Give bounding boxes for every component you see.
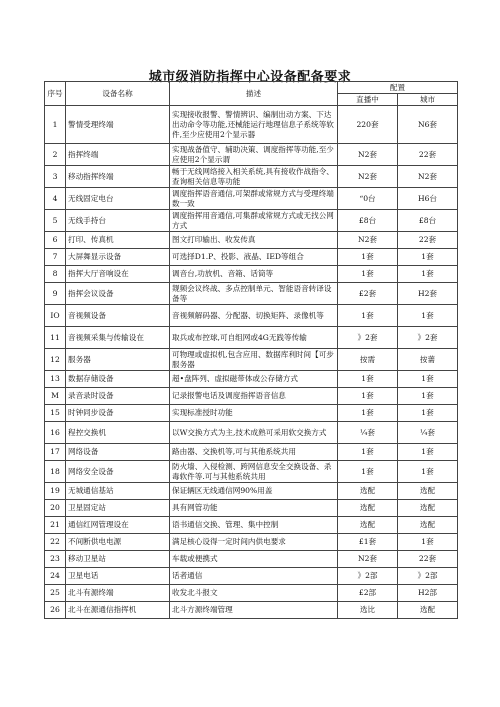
row-number: 24 (45, 568, 66, 585)
row-number: 9 (45, 283, 66, 305)
equipment-description: 调度指挥语音通信,可架群或常规方式与受理终端数一致 (170, 188, 338, 210)
table-row (45, 405, 458, 422)
equipment-description: 话者通信 (170, 568, 338, 585)
equipment-name: 通信红网管理设在 (66, 517, 170, 534)
table-row (45, 266, 458, 283)
table-row (45, 283, 458, 305)
config-city: H2部 (398, 585, 458, 602)
equipment-name: 无线手持台 (66, 210, 170, 232)
equipment-name: 程控交换机 (66, 422, 170, 444)
equipment-name: 不间断供电电源 (66, 534, 170, 551)
config-direct: £2部 (338, 585, 398, 602)
table-row (45, 534, 458, 551)
equipment-description: 畅于无线网络接入相关系统,具有接收作战指令、查询相关信息等功能 (170, 166, 338, 188)
equipment-description: 调音台,功放机、音箱、话筒等 (170, 266, 338, 283)
equipment-name: 音视频设备 (66, 305, 170, 327)
equipment-name: 无城通信基站 (66, 483, 170, 500)
row-number: 11 (45, 327, 66, 349)
equipment-name: 指挥终端 (66, 144, 170, 166)
equipment-description: 保证辆区无线通信网90%用盖 (170, 483, 338, 500)
row-number: 8 (45, 266, 66, 283)
config-city: 选配 (398, 602, 458, 619)
config-direct: N2套 (338, 144, 398, 166)
equipment-description: 收发北斗报文 (170, 585, 338, 602)
config-city: 22套 (398, 144, 458, 166)
config-direct: 按需 (338, 349, 398, 371)
config-city: 1套 (398, 305, 458, 327)
equipment-description: 北斗方源终端管理 (170, 602, 338, 619)
equipment-description: 防火墙、入侵检测、跨网信息安全交换设备、杀毒软件等.可与其他系统共用 (170, 461, 338, 483)
equipment-description: 语书通信交换、管理、集中控制 (170, 517, 338, 534)
equipment-description: 取兵或布控球,可自组网或4G无践等传输 (170, 327, 338, 349)
config-city: ¼套 (398, 422, 458, 444)
config-city: 按薷 (398, 349, 458, 371)
config-direct: 1套 (338, 388, 398, 405)
row-number: 26 (45, 602, 66, 619)
table-row (45, 232, 458, 249)
config-direct: 1套 (338, 444, 398, 461)
equipment-name: 录音录时设备 (66, 388, 170, 405)
config-city: 1套 (398, 249, 458, 266)
row-number: 15 (45, 405, 66, 422)
config-city: H2套 (398, 283, 458, 305)
equipment-name: 北斗有源终端 (66, 585, 170, 602)
config-city: £8台 (398, 210, 458, 232)
equipment-name: 无线固定电台 (66, 188, 170, 210)
row-number: 22 (45, 534, 66, 551)
row-number: 21 (45, 517, 66, 534)
table-row (45, 210, 458, 232)
page-title: 城市级消防指挥中心设备配备要求 (148, 70, 352, 85)
config-direct: “0台 (338, 188, 398, 210)
config-city: 1套 (398, 405, 458, 422)
header-config: 配置 (338, 82, 458, 94)
equipment-description: 车载或便携式 (170, 551, 338, 568)
row-number: 5 (45, 210, 66, 232)
row-number: 2 (45, 144, 66, 166)
header-desc: 描述 (170, 82, 338, 106)
table-row (45, 551, 458, 568)
row-number: 25 (45, 585, 66, 602)
config-city: 22套 (398, 551, 458, 568)
equipment-description: 具有网管功能 (170, 500, 338, 517)
equipment-description: 觌频会议终战、多点控制单元、智能语音转译设备等 (170, 283, 338, 305)
row-number: 23 (45, 551, 66, 568)
equipment-description: 可选择D1.P、投影、液晶、IED等组合 (170, 249, 338, 266)
row-number: 6 (45, 232, 66, 249)
equipment-name: 移动指挥终端 (66, 166, 170, 188)
config-direct: ¼套 (338, 422, 398, 444)
config-city: H6台 (398, 188, 458, 210)
equipment-name: 服务器 (66, 349, 170, 371)
table-row (45, 422, 458, 444)
equipment-name: 卫星电话 (66, 568, 170, 585)
table-row (45, 166, 458, 188)
header-seq: 序号 (45, 82, 66, 106)
config-direct: N2套 (338, 166, 398, 188)
table-row (45, 371, 458, 388)
row-number: 20 (45, 500, 66, 517)
config-city: 1套 (398, 388, 458, 405)
equipment-description: 满足核心设得一定时间内供电要求 (170, 534, 338, 551)
header-direct: 直播中 (338, 94, 398, 106)
config-city: 选配 (398, 500, 458, 517)
table-row (45, 349, 458, 371)
config-direct: 选配 (338, 500, 398, 517)
equipment-table (44, 81, 458, 619)
table-row (45, 602, 458, 619)
equipment-name: 数据存储设备 (66, 371, 170, 388)
config-direct: 》2套 (338, 327, 398, 349)
equipment-description: 实现战备值守、辅助决策、调度指挥等功能,至少应使用2个显示谓 (170, 144, 338, 166)
table-row (45, 517, 458, 534)
table-row (45, 585, 458, 602)
equipment-name: 指挥会议设备 (66, 283, 170, 305)
equipment-name: 打印、传真机 (66, 232, 170, 249)
equipment-description: 超•盘阵列、虚拟磁带体或公存储方式 (170, 371, 338, 388)
config-city: 选配 (398, 517, 458, 534)
row-number: 7 (45, 249, 66, 266)
row-number: 12 (45, 349, 66, 371)
table-row (45, 305, 458, 327)
row-number: 13 (45, 371, 66, 388)
row-number: 16 (45, 422, 66, 444)
equipment-name: 大屏舞显示设备 (66, 249, 170, 266)
table-row (45, 144, 458, 166)
equipment-name: 北斗在源通信指挥机 (66, 602, 170, 619)
config-direct: 选配 (338, 483, 398, 500)
equipment-name: 网络设备 (66, 444, 170, 461)
config-city: 1套 (398, 534, 458, 551)
config-city: 1套 (398, 266, 458, 283)
config-city: N2套 (398, 166, 458, 188)
row-number: 4 (45, 188, 66, 210)
table-row (45, 444, 458, 461)
row-number: 3 (45, 166, 66, 188)
table-row (45, 568, 458, 585)
equipment-name: 指挥大厅音响设在 (66, 266, 170, 283)
row-number: M (45, 388, 66, 405)
equipment-name: 警情受理终端 (66, 106, 170, 144)
config-direct: 1套 (338, 266, 398, 283)
table-row (45, 388, 458, 405)
equipment-name: 音视频采集与传输设在 (66, 327, 170, 349)
config-direct: 选比 (338, 602, 398, 619)
table-row (45, 500, 458, 517)
equipment-name: 时钟同步设备 (66, 405, 170, 422)
table-row (45, 188, 458, 210)
row-number: 1 (45, 106, 66, 144)
table-row (45, 483, 458, 500)
config-city: N6套 (398, 106, 458, 144)
config-direct: £2套 (338, 283, 398, 305)
equipment-description: 实现标准授时功能 (170, 405, 338, 422)
config-direct: 选配 (338, 517, 398, 534)
table-body (45, 106, 458, 619)
equipment-description: 图文打印输出、收发传真 (170, 232, 338, 249)
config-city: 1套 (398, 444, 458, 461)
equipment-description: 可物理或虚拟机,包含应用、数据库利时间【可步服务器 (170, 349, 338, 371)
config-direct: £1套 (338, 534, 398, 551)
equipment-description: 路由器、交换机等,可与其他系统共用 (170, 444, 338, 461)
row-number: IO (45, 305, 66, 327)
config-direct: N2套 (338, 551, 398, 568)
config-direct: 1套 (338, 249, 398, 266)
header-name: 设备名称 (66, 82, 170, 106)
equipment-description: 音视频解码器、分配器、切换矩阵、录像机等 (170, 305, 338, 327)
row-number: 17 (45, 444, 66, 461)
equipment-description: 以W交换方式为主,技术成熟可采用软交换方式 (170, 422, 338, 444)
config-city: 选配 (398, 483, 458, 500)
table-row (45, 461, 458, 483)
table-row (45, 327, 458, 349)
equipment-name: 网络安全设备 (66, 461, 170, 483)
table-row (45, 106, 458, 144)
config-city: 》2套 (398, 327, 458, 349)
table-row (45, 249, 458, 266)
config-city: 1套 (398, 461, 458, 483)
config-direct: 1套 (338, 305, 398, 327)
equipment-name: 卫星固定站 (66, 500, 170, 517)
equipment-name: 移动卫星站 (66, 551, 170, 568)
config-city: 1套 (398, 371, 458, 388)
config-direct: 220套 (338, 106, 398, 144)
row-number: 18 (45, 461, 66, 483)
row-number: 19 (45, 483, 66, 500)
config-direct: 1套 (338, 461, 398, 483)
header-city: 城市 (398, 94, 458, 106)
config-city: 》2部 (398, 568, 458, 585)
config-city: 22套 (398, 232, 458, 249)
equipment-description: 调度指挥用音通信,可集群或常规方式或无找公网方式 (170, 210, 338, 232)
config-direct: 1套 (338, 405, 398, 422)
config-direct: 1套 (338, 371, 398, 388)
equipment-description: 记录报警电话及调度指挥语音信息 (170, 388, 338, 405)
config-direct: N2套 (338, 232, 398, 249)
config-direct: £8台 (338, 210, 398, 232)
config-direct: 》2部 (338, 568, 398, 585)
equipment-description: 实现接收报警、警情辨识、编制出动方案、下达出动命令等功能,还械能运行地理信息子系统等软件,至少应使用2个显示器 (170, 106, 338, 144)
